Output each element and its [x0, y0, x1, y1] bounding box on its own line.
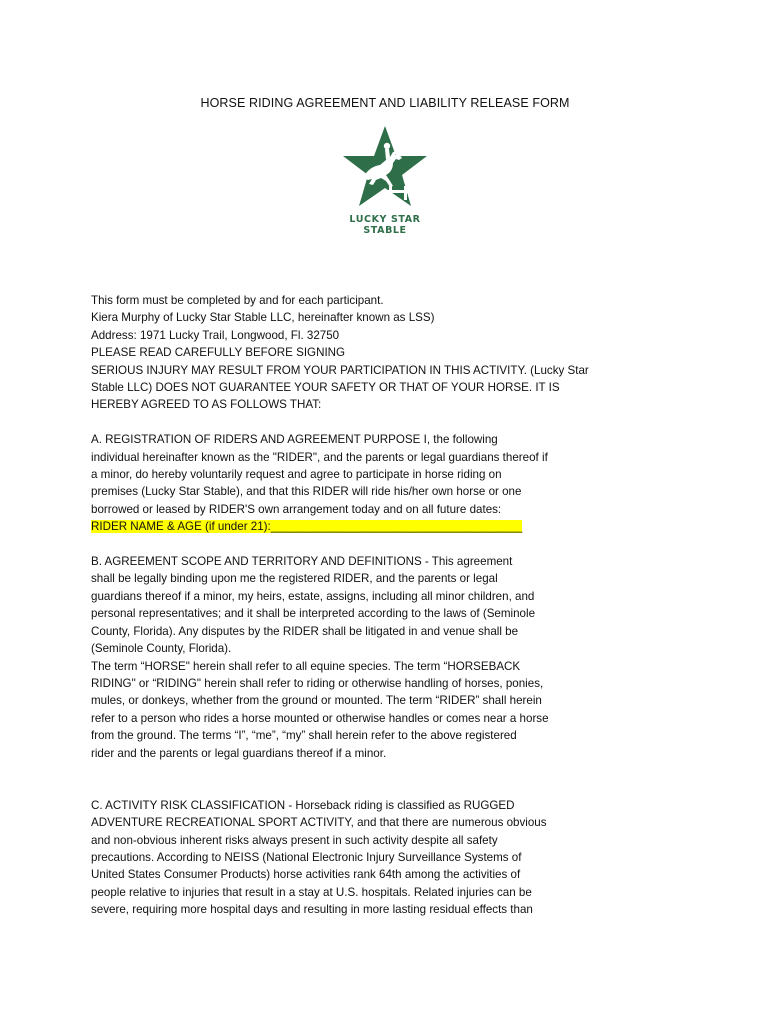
rider-name-age-field[interactable]: RIDER NAME & AGE (if under 21):_______________________________________	[91, 520, 523, 534]
section-b-line: B. AGREEMENT SCOPE AND TERRITORY AND DEFINITIONS - This agreement	[91, 555, 513, 569]
section-a-line: individual hereinafter known as the "RIDER", and the parents or legal guardians thereof if	[91, 450, 548, 464]
section-a-line: borrowed or leased by RIDER'S own arrangement today and on all future dates:	[91, 502, 502, 516]
intro-line: This form must be completed by and for each participant.	[91, 294, 384, 307]
section-a-line: A. REGISTRATION OF RIDERS AND AGREEMENT PURPOSE I, the following	[91, 433, 498, 447]
page-title: HORSE RIDING AGREEMENT AND LIABILITY RELEASE FORM	[200, 96, 570, 110]
section-c-line: C. ACTIVITY RISK CLASSIFICATION - Horseback riding is classified as RUGGED	[91, 798, 515, 812]
document-body	[91, 292, 611, 919]
section-b-line: mules, or donkeys, whether from the ground or mounted. The term “RIDER” shall herein	[91, 694, 542, 708]
intro-line: Stable LLC) DOES NOT GUARANTEE YOUR SAFETY OR THAT OF YOUR HORSE. IT IS	[91, 381, 560, 395]
section-b-line: County, Florida). Any disputes by the RIDER shall be litigated in and venue shall be	[91, 624, 519, 638]
section-b-line: personal representatives; and it shall be interpreted according to the laws of (Seminole	[91, 607, 536, 621]
section-b-line: RIDING" or “RIDING" herein shall refer to riding or otherwise handling of horses, ponies,	[91, 676, 544, 690]
section-b-line: guardians thereof if a minor, my heirs, estate, assigns, including all minor children, and	[91, 589, 535, 603]
intro-line: SERIOUS INJURY MAY RESULT FROM YOUR PARTICIPATION IN THIS ACTIVITY. (Lucky Star	[91, 363, 589, 377]
section-c-line: precautions. According to NEISS (National Electronic Injury Surveillance Systems of	[91, 850, 522, 864]
section-b-line: (Seminole County, Florida).	[91, 642, 232, 656]
section-b-line: from the ground. The terms “I”, “me”, “my” shall herein refer to the above registered	[91, 729, 517, 743]
section-c-line: people relative to injuries that result in a stay at U.S. hospitals. Related injuries can be	[91, 885, 532, 899]
section-c-line: ADVENTURE RECREATIONAL SPORT ACTIVITY, and that there are numerous obvious	[91, 816, 547, 830]
section-a-line: premises (Lucky Star Stable), and that this RIDER will ride his/her own horse or one	[91, 485, 522, 499]
section-b-line: refer to a person who rides a horse mounted or otherwise handles or comes near a horse	[91, 711, 549, 725]
star-horse-jumper-icon	[333, 124, 437, 216]
intro-line: Address: 1971 Lucky Trail, Longwood, Fl. 32750	[91, 328, 340, 342]
intro-line: PLEASE READ CAREFULLY BEFORE SIGNING	[91, 346, 346, 360]
section-b-line: The term “HORSE" herein shall refer to all equine species. The term “HORSEBACK	[91, 659, 521, 673]
section-c-line: severe, requiring more hospital days and resulting in more lasting residual effects than	[91, 903, 533, 917]
intro-line: Kiera Murphy of Lucky Star Stable LLC, hereinafter known as LSS)	[91, 311, 435, 325]
lucky-star-stable-logo	[333, 124, 437, 236]
section-a-line: a minor, do hereby voluntarily request and agree to participate in horse riding on	[91, 468, 502, 482]
logo-text-line2: STABLE	[363, 225, 407, 236]
intro-line: HEREBY AGREED TO AS FOLLOWS THAT:	[91, 398, 322, 412]
logo-text-line1: LUCKY STAR	[349, 214, 421, 225]
section-b-line: shall be legally binding upon me the registered RIDER, and the parents or legal	[91, 572, 498, 586]
section-c-line: United States Consumer Products) horse activities rank 64th among the activities of	[91, 868, 521, 882]
section-b-line: rider and the parents or legal guardians thereof if a minor.	[91, 746, 387, 760]
section-c-line: and non-obvious inherent risks always present in such activity despite all safety	[91, 833, 498, 847]
